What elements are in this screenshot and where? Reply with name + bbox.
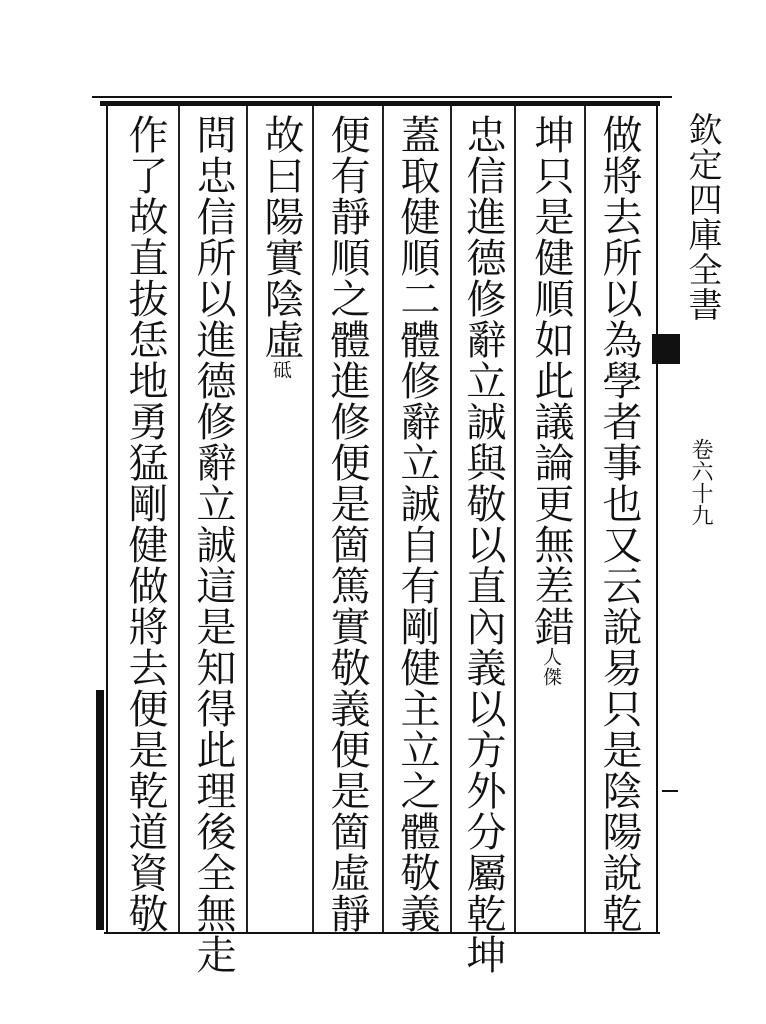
column-text: 問忠信所以進德修辭立誠這是知得此理後全無走 [190, 114, 236, 975]
page-number [660, 778, 680, 798]
column-divider [450, 106, 452, 932]
column-text: 便有靜順之體進修便是箇篤實敬義便是箇虛靜 [324, 114, 370, 934]
column-divider [178, 106, 180, 932]
column-text: 作了故直抜恁地勇猛剛健做將去便是乾道資敬 [122, 114, 168, 934]
top-border-thick [100, 101, 660, 106]
column-text: 蓋取健順二體修辭立誠自有剛健主立之體敬義 [394, 114, 440, 934]
book-title: 欽定四庫全書 [682, 112, 722, 322]
column-divider [246, 106, 248, 932]
column-text: 坤只是健順如此議論更無差錯 [528, 114, 574, 647]
fish-tail-mark [652, 334, 680, 364]
text-column-4 [390, 114, 444, 934]
text-column-6 [254, 114, 308, 380]
column-text: 做將去所以為學者事也又云說易只是陰陽說乾 [596, 114, 642, 934]
column-text: 故曰陽實陰虛 [258, 114, 304, 360]
column-divider [514, 106, 516, 932]
text-column-2 [524, 114, 578, 687]
column-divider [312, 106, 314, 932]
column-divider [584, 106, 586, 932]
attribution-note: 人傑 [540, 647, 562, 687]
text-column-1 [592, 114, 646, 934]
column-text: 忠信進德修辭立誠與敬以直內義以方外分屬乾坤 [460, 114, 506, 975]
right-border [656, 104, 658, 932]
top-border-thin [92, 96, 672, 98]
attribution-note: 砥 [270, 360, 292, 380]
left-border [106, 104, 108, 932]
text-column-5 [320, 114, 374, 934]
text-column-3 [456, 114, 510, 975]
left-border-thick [96, 690, 104, 930]
text-column-8 [118, 114, 172, 934]
column-divider [382, 106, 384, 932]
juan-number: 卷六十九 [688, 438, 713, 526]
text-column-7 [186, 114, 240, 975]
